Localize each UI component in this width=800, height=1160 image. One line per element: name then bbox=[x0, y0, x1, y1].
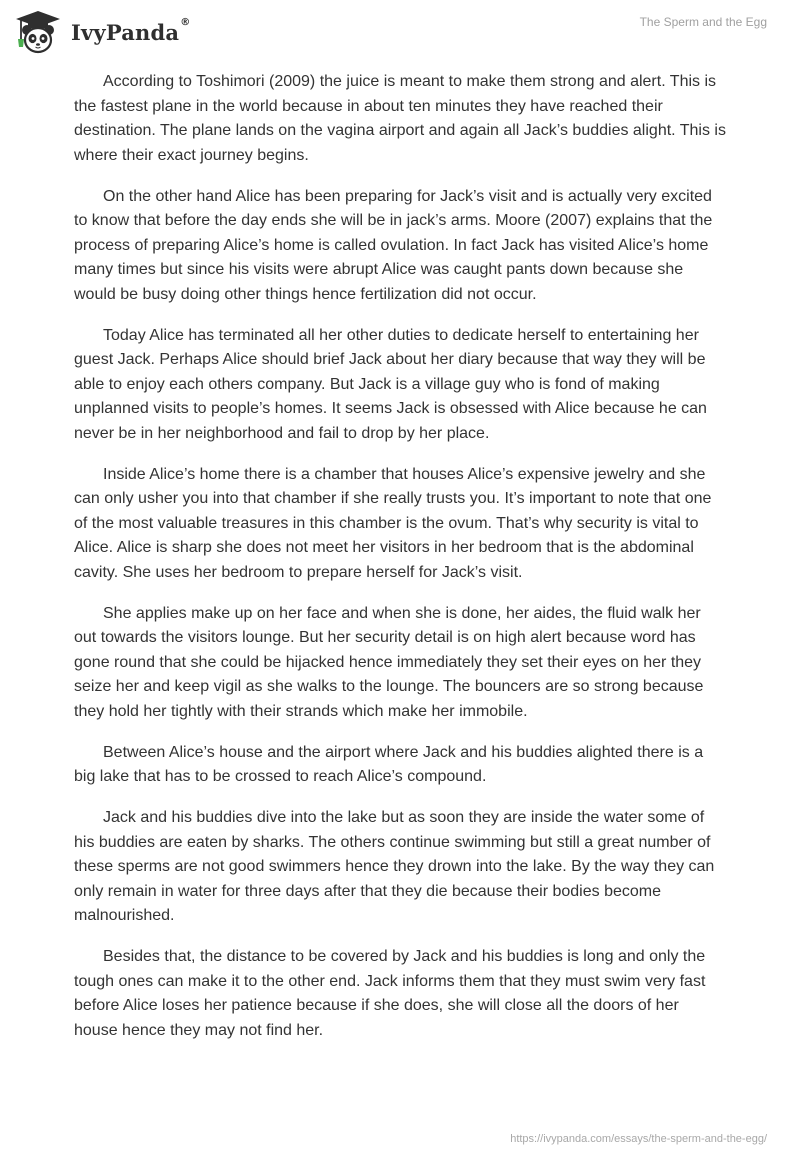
paragraph: According to Toshimori (2009) the juice is meant to make them strong and alert. This is the fastest plane in the world because in about ten minutes they have reached their destination. The plane lands on the vagina airport and again all Jack’s buddies alight. This is where their exact journey begins. bbox=[74, 73, 726, 164]
paragraph: On the other hand Alice has been preparing for Jack’s visit and is actually very excited to know that before the day ends she will be in jack’s arms. Moore (2007) explains that the process of preparing Alice’s home is called ovulation. In fact Jack has visited Alice’s home many times but since his visits were abrupt Alice was caught pants down because she would be busy doing other things hence fertilization did not occur. bbox=[74, 187, 713, 303]
paragraph: She applies make up on her face and when she is done, her aides, the fluid walk her out towards the visitors lounge. But her security detail is on high alert because word has gone round that she could be hijacked hence immediately they set their eyes on her they seize her and keep vigil as she walks to the lounge. The bouncers are so strong because they hold her tightly with their strands which make her immobile. bbox=[74, 604, 704, 720]
essay-body bbox=[74, 70, 726, 1060]
page-header bbox=[0, 0, 800, 60]
ivypanda-logo[interactable] bbox=[13, 6, 190, 58]
paragraph: Inside Alice’s home there is a chamber that houses Alice’s expensive jewelry and she can only usher you into that chamber if she really trusts you. It’s important to note that one of the most valuable treasures in this chamber is the ovum. That’s why security is vital to Alice. Alice is sharp she does not meet her visitors in her bedroom that is the abdominal cavity. She uses her bedroom to prepare herself for Jack’s visit. bbox=[74, 465, 712, 581]
panda-graduate-icon bbox=[13, 9, 63, 55]
paragraph: Between Alice’s house and the airport where Jack and his buddies alighted there is a big lake that has to be crossed to reach Alice’s compound. bbox=[74, 743, 704, 785]
registered-mark: ® bbox=[180, 16, 191, 28]
document-title: The Sperm and the Egg bbox=[639, 15, 767, 29]
paragraph: Today Alice has terminated all her other duties to dedicate herself to entertaining her guest Jack. Perhaps Alice should brief Jack about her diary because that way they will be able to enjoy each others company. But Jack is a village guy who is fond of making unplanned visits to people’s homes. It seems Jack is obsessed with Alice because he can never be in her neighborhood and fail to drop by her place. bbox=[74, 326, 707, 442]
paragraph: Jack and his buddies dive into the lake but as soon they are inside the water some of his buddies are eaten by sharks. The others continue swimming but still a great number of these sperms are not good swimmers hence they drown into the lake. By the way they can only remain in water for three days after that they die because their bodies become malnourished. bbox=[74, 809, 715, 924]
brand-name: IvyPanda® bbox=[71, 16, 191, 45]
paragraph: Besides that, the distance to be covered by Jack and his buddies is long and only the tough ones can make it to the other end. Jack informs them that they must swim very fast before Alice loses her patience because if she does, she will close all the doors of her house hence they may not find her. bbox=[74, 948, 706, 1039]
source-url[interactable]: https://ivypanda.com/essays/the-sperm-and-the-egg/ bbox=[510, 1133, 767, 1145]
